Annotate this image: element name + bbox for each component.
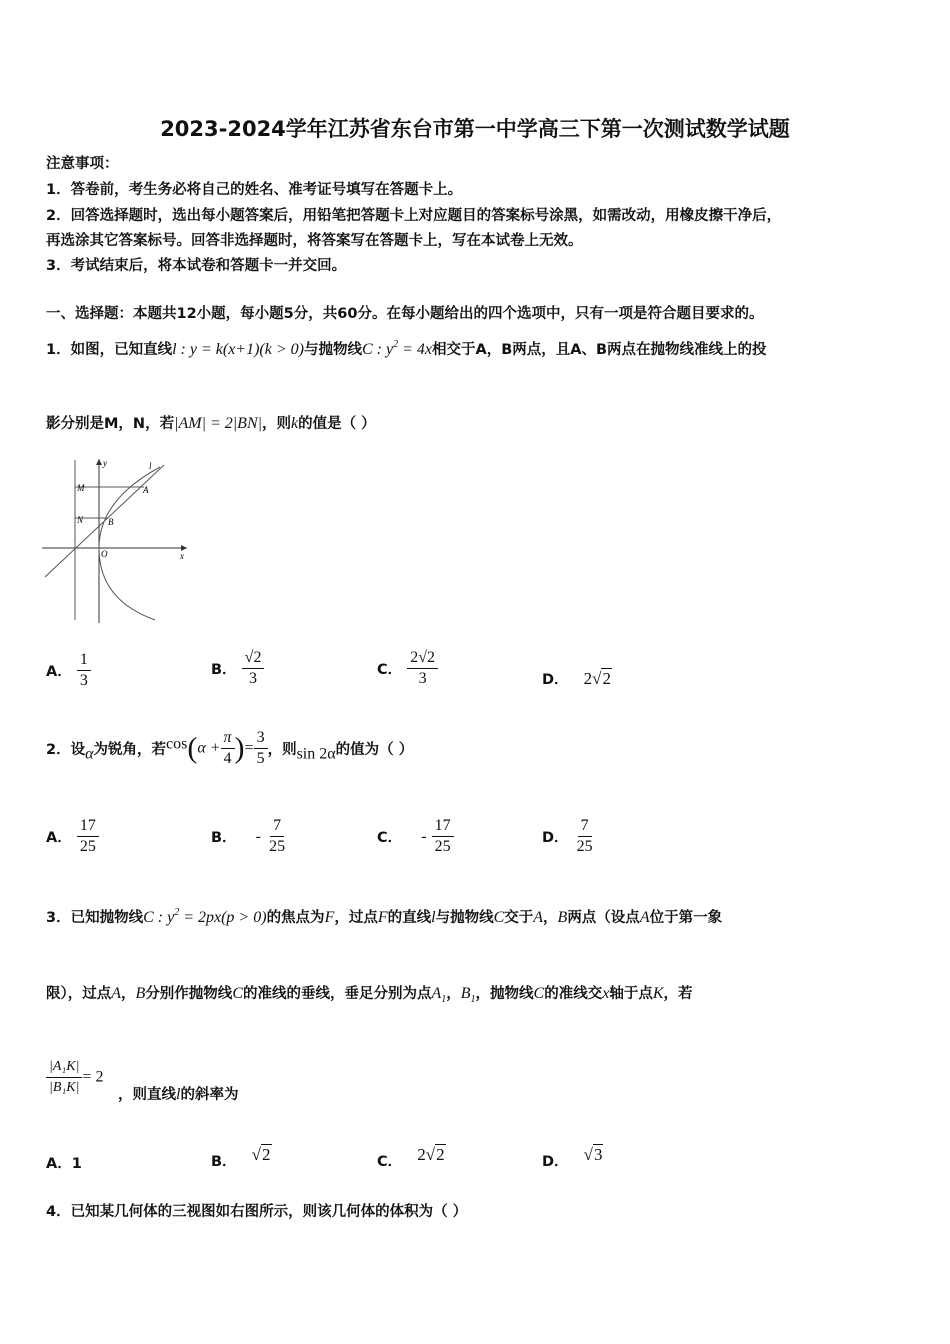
q1-condition-formula: |AM| = 2|BN| xyxy=(174,415,263,432)
q1-line-formula: l : y = k(x+1)(k > 0) xyxy=(172,341,304,358)
q1-option-d[interactable]: D． 2√2 xyxy=(542,669,611,688)
question-2: 2．设α为锐角，若cos(α + $\frac{\pi}{4}$ )= $\frac{3}{5}$ ，则sin 2α的值为（ ） xyxy=(46,729,414,767)
q2-option-a[interactable]: A． $\frac{17}{25}$ xyxy=(46,816,99,857)
notice-heading: 注意事项： xyxy=(46,156,119,172)
question-4: 4．已知某几何体的三视图如右图所示，则该几何体的体积为（ ） xyxy=(46,1204,468,1220)
label-M: M xyxy=(77,483,85,493)
question-1-line-2: 影分别是M，N，若|AM| = 2|BN|，则k的值是（ ） xyxy=(46,415,376,432)
label-A: A xyxy=(143,485,149,495)
notice-item: 1．答卷前，考生务必将自己的姓名、准考证号填写在答题卡上。 xyxy=(46,182,463,198)
question-3-line-3: $\frac{\text{|A₁K|}}{\text{|B₁K|}}$ = 2 xyxy=(46,1057,104,1098)
label-N: N xyxy=(77,515,84,525)
notice-item: 再选涂其它答案标号。回答非选择题时，将答案写在答题卡上，写在本试卷上无效。 xyxy=(46,233,583,249)
line-l xyxy=(45,465,164,577)
label-O: O xyxy=(101,549,108,559)
label-B: B xyxy=(108,517,114,527)
parabola-curve xyxy=(99,467,160,620)
label-l: l xyxy=(149,461,152,471)
section-heading: 一、选择题：本题共12小题，每小题5分，共60分。在每小题给出的四个选项中，只有一项是符合题目要求的。 xyxy=(46,306,764,322)
q1-option-b[interactable]: B． $\frac{√2}{3}$ xyxy=(211,648,264,689)
q3-option-d[interactable]: D． √3 xyxy=(542,1145,603,1170)
q1-option-a[interactable]: A． $\frac{1}{3}$ xyxy=(46,650,91,691)
q2-option-b[interactable]: B． - $\frac{7}{25}$ xyxy=(211,817,286,855)
q2-option-c[interactable]: C． - $\frac{17}{25}$ xyxy=(377,816,454,857)
question-3-line-1: 3．已知抛物线C : $y^2 = 2px(p > 0)$的焦点为F，过点F的直线l与抛物线C交于A，B两点（设点A位于第一象 xyxy=(46,907,723,926)
q3-option-b[interactable]: B． √2 xyxy=(211,1145,271,1170)
page-title: 2023-2024学年江苏省东台市第一中学高三下第一次测试数学试题 xyxy=(160,117,790,141)
notice-item: 3．考试结束后，将本试卷和答题卡一并交回。 xyxy=(46,258,347,274)
q1-parabola-formula: C : $y^2 = 4x$ xyxy=(361,339,432,358)
q3-option-a[interactable]: A．1 xyxy=(46,1156,82,1172)
q1-parabola-figure xyxy=(42,455,192,625)
label-y: y xyxy=(103,458,107,468)
question-1-line-1: 1．如图，已知直线l : y = k(x+1)(k > 0)与抛物线C : $y^2 = 4x$相交于A，B两点，且A、B两点在抛物线准线上的投 xyxy=(46,339,767,358)
question-3-line-4: ，则直线l的斜率为 xyxy=(118,1086,239,1103)
q2-option-d[interactable]: D． $\frac{7}{25}$ xyxy=(542,817,593,855)
question-3-line-2: 限），过点A，B分别作抛物线C的准线的垂线，垂足分别为点$A_1$，$B_1$，抛物线C的准线交x轴于点K，若 xyxy=(46,985,693,1005)
q3-option-c[interactable]: C． 2√2 xyxy=(377,1145,445,1170)
notice-item: 2．回答选择题时，选出每小题答案后，用铅笔把答题卡上对应题目的答案标号涂黑，如需改动，用橡皮擦干净后， xyxy=(46,208,782,224)
label-x: x xyxy=(180,551,184,561)
q1-option-c[interactable]: C． $\frac{2√2}{3}$ xyxy=(377,648,438,689)
